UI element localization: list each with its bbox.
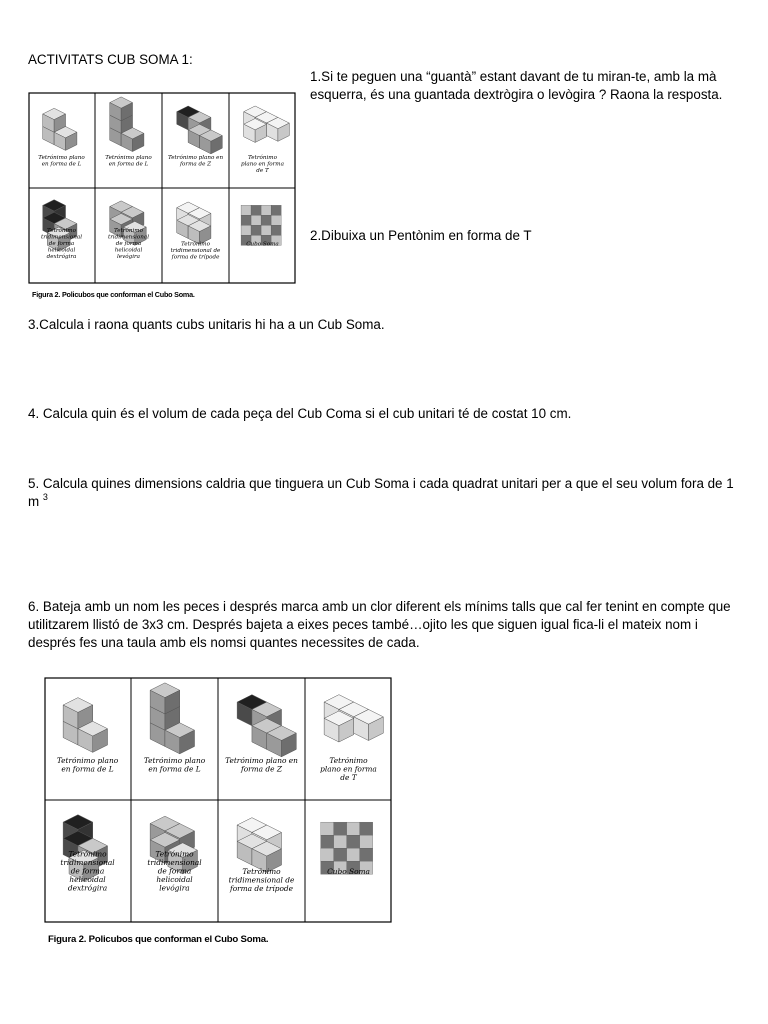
question-6: 6. Bateja amb un nom les peces i després marca amb un clor diferent els mínims talls que cal fer tenint en compte que utilitzarem llistó de 3x3 cm. Després bajeta a eixes peces també…ojito les que siguen igual fica-li el mateix nom i després fes una taula amb els nomsi quantes necessites de cada. — [28, 599, 731, 650]
polycube-label: Tetrónimo tridimensional de forma de trípode — [170, 241, 221, 261]
polycube-label: Tetrónimo plano en forma de L — [38, 155, 85, 168]
question-5-text: 5. Calcula quines dimensions caldria que tinguera un Cub Soma i cada quadrat unitari per a que el seu volum fora de 1 m — [28, 476, 734, 509]
question-2: 2.Dibuixa un Pentònim en forma de T — [310, 228, 532, 243]
polycube-label: Tetrónimo plano en forma de L — [143, 756, 206, 774]
polycube-label: Tetrónimo tridimensional de forma helicoidal dextrógira — [40, 228, 83, 260]
polycube-label: Tetrónimo tridimensional de forma helicoidal levógira — [107, 228, 150, 260]
polycube-label: Tetrónimo plano en forma de T — [320, 756, 377, 783]
polycube-cell — [241, 205, 281, 247]
polycube-label: Tetrónimo tridimensional de forma helicoidal levógira — [147, 849, 202, 893]
polycube-label: Tetrónimo plano en forma de Z — [167, 155, 224, 168]
polycubes-figure-large — [44, 677, 392, 923]
figure-caption-large: Figura 2. Policubos que conforman el Cubo Soma. — [48, 934, 269, 945]
polycubes-figure-small — [28, 92, 296, 284]
figure-caption-small: Figura 2. Policubos que conforman el Cubo Soma. — [32, 290, 195, 299]
question-1: 1.Si te peguen una “guantà” estant davant de tu miran-te, amb la mà esquerra, és una guantada dextrògira o levògira ? Raona la resposta. — [310, 69, 723, 102]
polycube-label: Cubo Soma — [327, 866, 370, 876]
polycube-label: Tetrónimo plano en forma de L — [56, 756, 119, 774]
polycube-label: Tetrónimo tridimensional de forma de trípode — [228, 866, 295, 893]
polycube-cell — [321, 822, 373, 876]
polycube-label: Cubo Soma — [246, 241, 279, 248]
polycube-label: Tetrónimo plano en forma de T — [241, 155, 284, 175]
polycube-label: Tetrónimo plano en forma de Z — [225, 756, 298, 774]
worksheet-title: ACTIVITATS CUB SOMA 1: — [28, 52, 193, 67]
polycube-label: Tetrónimo plano en forma de L — [105, 155, 152, 168]
question-3: 3.Calcula i raona quants cubs unitaris hi ha a un Cub Soma. — [28, 317, 385, 332]
question-4: 4. Calcula quin és el volum de cada peça del Cub Coma si el cub unitari té de costat 10 cm. — [28, 406, 572, 421]
question-5 — [28, 475, 738, 511]
cube-exponent: 3 — [42, 492, 48, 502]
polycube-label: Tetrónimo tridimensional de forma helicoidal dextrógira — [60, 849, 115, 893]
